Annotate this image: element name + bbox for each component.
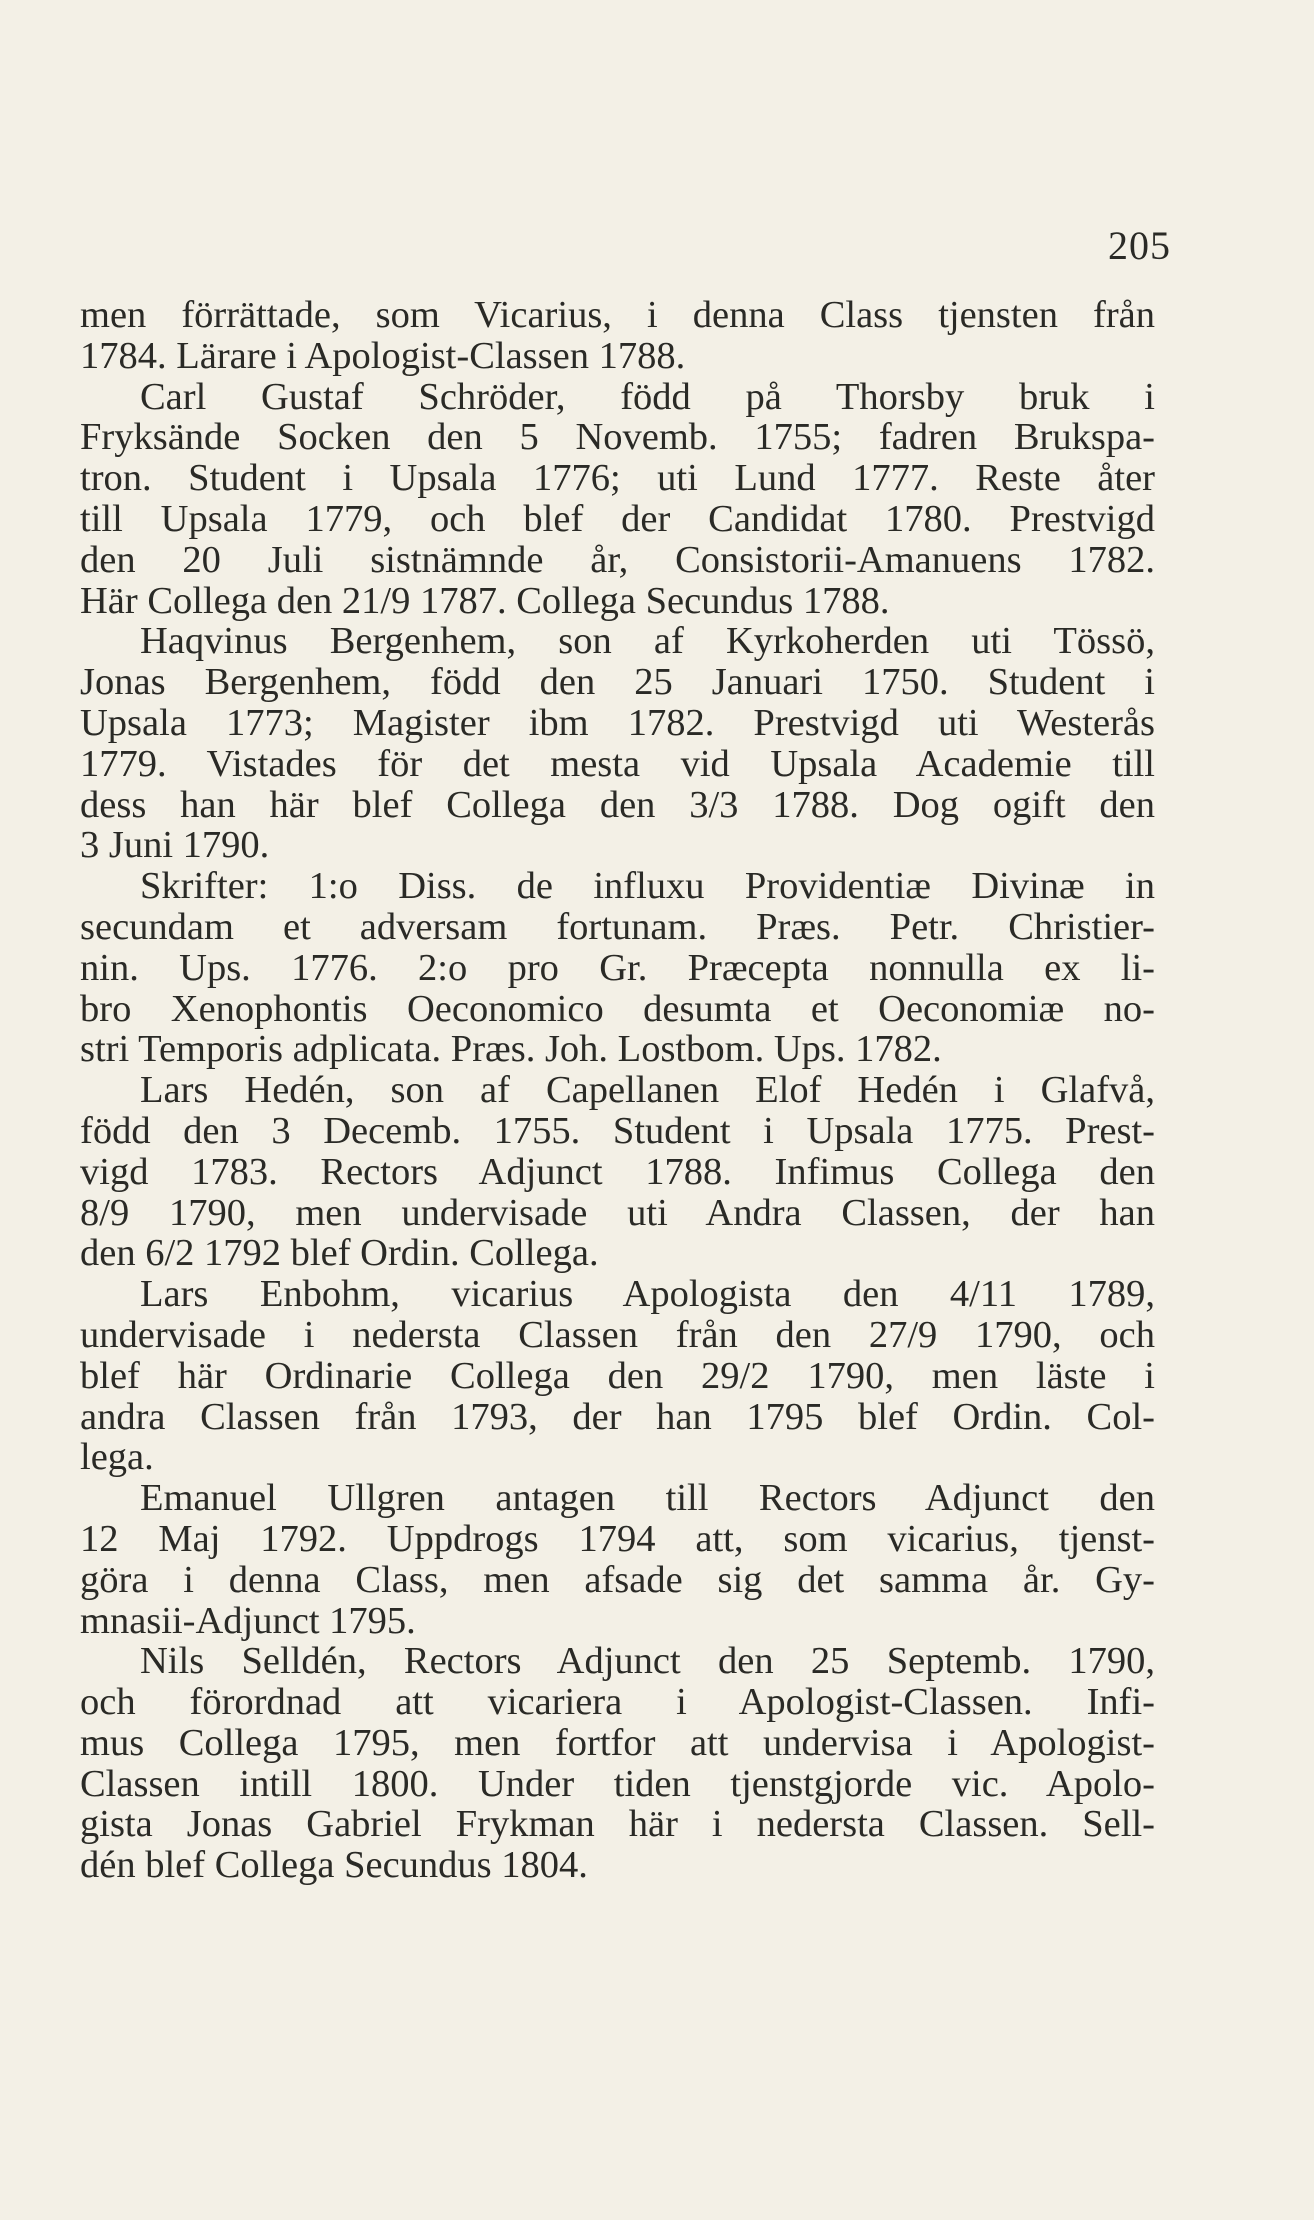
page-number: 205 bbox=[1108, 223, 1171, 268]
text-line: gista Jonas Gabriel Frykman här i nedersta Classen. Sell- bbox=[80, 1803, 1155, 1846]
text-line: Nils Selldén, Rectors Adjunct den 25 Septemb. 1790, bbox=[140, 1640, 1155, 1683]
text-line: 12 Maj 1792. Uppdrogs 1794 att, som vicarius, tjenst- bbox=[80, 1517, 1155, 1560]
text-line: bro Xenophontis Oeconomico desumta et Oeconomiæ no- bbox=[80, 987, 1155, 1030]
text-line: dess han här blef Collega den 3/3 1788. Dog ogift den bbox=[80, 783, 1155, 826]
text-line: vigd 1783. Rectors Adjunct 1788. Infimus Collega den bbox=[80, 1150, 1155, 1193]
text-line: Classen intill 1800. Under tiden tjenstgjorde vic. Apolo- bbox=[80, 1762, 1155, 1805]
text-line: göra i denna Class, men afsade sig det samma år. Gy- bbox=[80, 1558, 1155, 1601]
text-line: den 20 Juli sistnämnde år, Consistorii-Amanuens 1782. bbox=[80, 538, 1155, 581]
text-line: undervisade i nedersta Classen från den 27/9 1790, och bbox=[80, 1313, 1155, 1356]
text-line: stri Temporis adplicata. Præs. Joh. Lostbom. Ups. 1782. bbox=[80, 1028, 942, 1071]
text-line: Emanuel Ullgren antagen till Rectors Adjunct den bbox=[140, 1477, 1155, 1520]
text-line: men förrättade, som Vicarius, i denna Class tjensten från bbox=[80, 294, 1155, 336]
text-line: mus Collega 1795, men fortfor att undervisa i Apologist- bbox=[80, 1721, 1155, 1764]
text-line: tron. Student i Upsala 1776; uti Lund 1777. Reste åter bbox=[80, 457, 1155, 500]
text-line: och förordnad att vicariera i Apologist-Classen. Infi- bbox=[80, 1681, 1155, 1724]
text-line: den 6/2 1792 blef Ordin. Collega. bbox=[80, 1232, 599, 1275]
text-line: 1784. Lärare i Apologist-Classen 1788. bbox=[80, 334, 686, 377]
text-line: lega. bbox=[80, 1436, 154, 1479]
text-line: född den 3 Decemb. 1755. Student i Upsala 1775. Prest- bbox=[80, 1109, 1155, 1152]
text-line: 8/9 1790, men undervisade uti Andra Classen, der han bbox=[80, 1191, 1155, 1234]
text-line: 3 Juni 1790. bbox=[80, 824, 270, 867]
text-line: dén blef Collega Secundus 1804. bbox=[80, 1844, 588, 1887]
text-line: 1779. Vistades för det mesta vid Upsala Academie till bbox=[80, 742, 1155, 785]
text-line: blef här Ordinarie Collega den 29/2 1790, men läste i bbox=[80, 1354, 1155, 1397]
text-line: andra Classen från 1793, der han 1795 blef Ordin. Col- bbox=[80, 1395, 1155, 1438]
text-line: Jonas Bergenhem, född den 25 Januari 1750. Student i bbox=[80, 661, 1155, 704]
text-line: Skrifter: 1:o Diss. de influxu Providentiæ Divinæ in bbox=[140, 865, 1155, 908]
text-line: Carl Gustaf Schröder, född på Thorsby bruk i bbox=[140, 375, 1155, 418]
text-line: mnasii-Adjunct 1795. bbox=[80, 1599, 416, 1642]
text-line: till Upsala 1779, och blef der Candidat 1780. Prestvigd bbox=[80, 497, 1155, 540]
text-line: nin. Ups. 1776. 2:o pro Gr. Præcepta nonnulla ex li- bbox=[80, 946, 1155, 989]
text-line: Här Collega den 21/9 1787. Collega Secundus 1788. bbox=[80, 579, 890, 622]
text-line: secundam et adversam fortunam. Præs. Petr. Christier- bbox=[80, 905, 1155, 948]
text-line: Upsala 1773; Magister ibm 1782. Prestvigd uti Westerås bbox=[80, 701, 1155, 744]
text-line: Lars Enbohm, vicarius Apologista den 4/11 1789, bbox=[140, 1273, 1155, 1316]
text-line: Lars Hedén, son af Capellanen Elof Hedén i Glafvå, bbox=[140, 1069, 1155, 1112]
text-line: Fryksände Socken den 5 Novemb. 1755; fadren Brukspa- bbox=[80, 416, 1155, 459]
page-body-text bbox=[80, 295, 1155, 1886]
text-line: Haqvinus Bergenhem, son af Kyrkoherden uti Tössö, bbox=[140, 620, 1155, 663]
